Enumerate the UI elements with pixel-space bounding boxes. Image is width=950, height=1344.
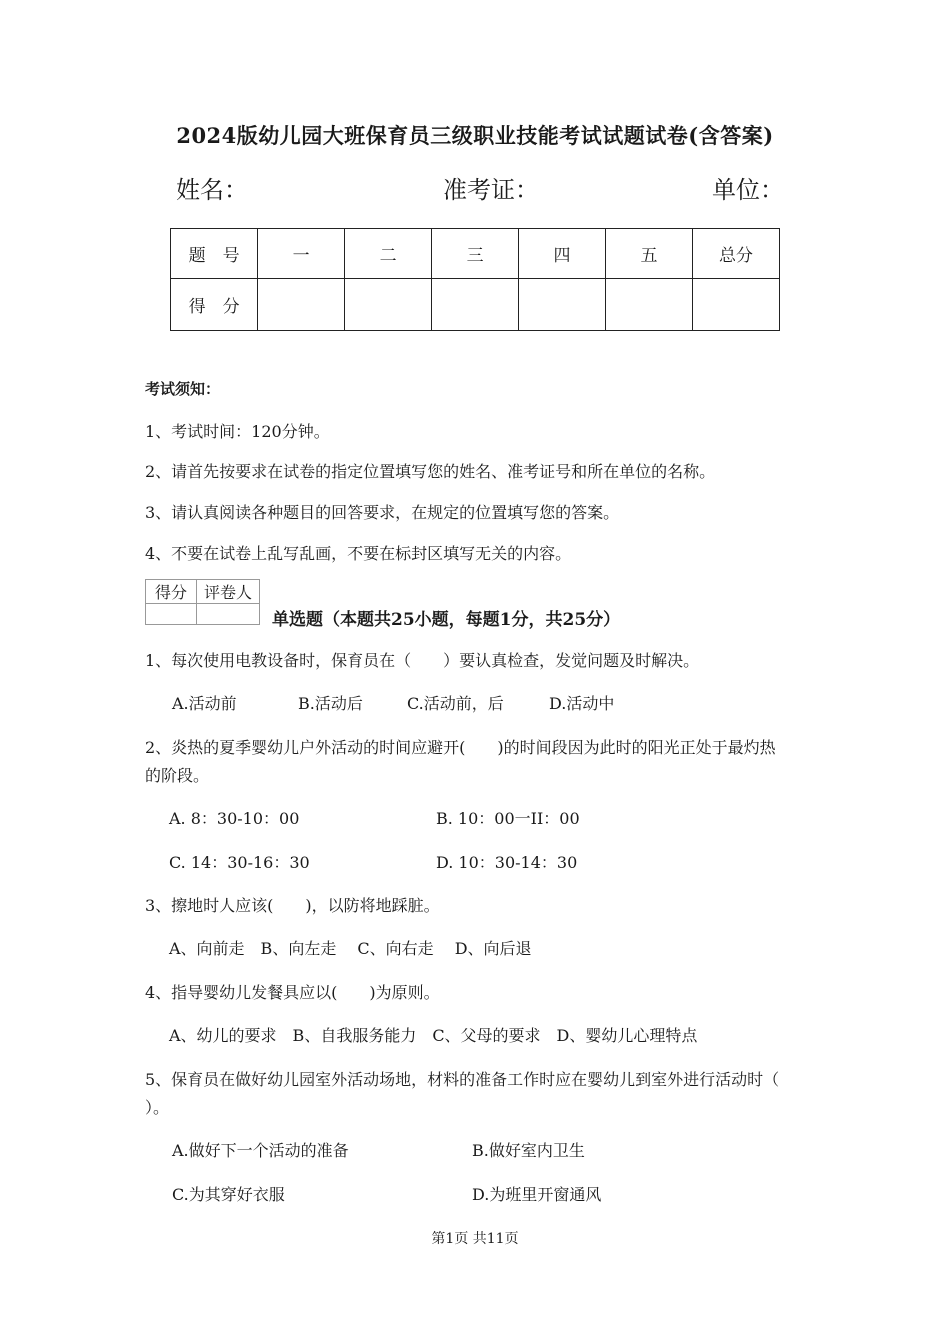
question-option: C.活动前，后 <box>407 694 504 713</box>
grader-score-cell <box>146 604 197 625</box>
question-stem: 2、炎热的夏季婴幼儿户外活动的时间应避开( )的时间段因为此时的阳光正处于最灼热 <box>145 738 776 757</box>
score-header-cell: 题 号 <box>171 229 258 279</box>
score-header-cell: 一 <box>258 229 345 279</box>
score-cell <box>519 279 606 331</box>
score-cell <box>432 279 519 331</box>
score-header-cell: 二 <box>345 229 432 279</box>
score-cell <box>345 279 432 331</box>
question-stem: 4、指导婴幼儿发餐具应以( )为原则。 <box>145 983 440 1002</box>
question-option: A.做好下一个活动的准备 <box>172 1141 349 1160</box>
score-cell <box>692 279 779 331</box>
section-title: 单选题（本题共25小题，每题1分，共25分） <box>272 610 621 630</box>
question-stem: 1、每次使用电教设备时，保育员在（ ）要认真检查，发觉问题及时解决。 <box>145 651 700 670</box>
grader-score-label: 得分 <box>146 580 197 604</box>
question-stem-continued: 的阶段。 <box>145 766 210 785</box>
question-option: A.活动前 <box>172 694 237 713</box>
score-header-cell: 三 <box>432 229 519 279</box>
grader-name-label: 评卷人 <box>197 580 260 604</box>
score-row-label: 得 分 <box>171 279 258 331</box>
notice-item: 2、请首先按要求在试卷的指定位置填写您的姓名、准考证号和所在单位的名称。 <box>145 462 716 481</box>
score-table-score-row <box>171 279 780 331</box>
grader-name-cell <box>197 604 260 625</box>
grader-box <box>145 579 260 625</box>
unit-field-label: 单位： <box>712 176 784 204</box>
question-option: D. 10：30-14：30 <box>436 853 578 872</box>
question-options: A、向前走 B、向左走 C、向右走 D、向后退 <box>169 939 532 958</box>
score-table-header-row <box>171 229 780 279</box>
question-option: C. 14：30-16：30 <box>169 853 310 872</box>
notice-item: 3、请认真阅读各种题目的回答要求，在规定的位置填写您的答案。 <box>145 503 620 522</box>
question-options: A、幼儿的要求 B、自我服务能力 C、父母的要求 D、婴幼儿心理特点 <box>169 1026 698 1045</box>
score-header-cell: 五 <box>606 229 693 279</box>
name-field-label: 姓名： <box>176 176 248 204</box>
notice-heading: 考试须知： <box>145 380 221 398</box>
score-header-cell: 四 <box>519 229 606 279</box>
question-stem: 3、擦地时人应该( )，以防将地踩脏。 <box>145 896 440 915</box>
question-option: B. 10：00一II：00 <box>436 809 580 828</box>
question-stem-continued: ）。 <box>145 1098 170 1117</box>
score-cell <box>606 279 693 331</box>
notice-item: 1、考试时间：120分钟。 <box>145 422 330 441</box>
question-option: D.活动中 <box>549 694 615 713</box>
question-option: B.做好室内卫生 <box>472 1141 585 1160</box>
question-stem: 5、保育员在做好幼儿园室外活动场地，材料的准备工作时应在婴幼儿到室外进行活动时（ <box>145 1070 780 1089</box>
exam-number-field-label: 准考证： <box>443 176 539 204</box>
score-cell <box>258 279 345 331</box>
score-header-cell: 总分 <box>692 229 779 279</box>
score-table <box>170 228 780 331</box>
question-option: D.为班里开窗通风 <box>472 1185 602 1204</box>
page-footer: 第1页 共11页 <box>431 1231 519 1247</box>
question-option: A. 8：30-10：00 <box>169 809 300 828</box>
notice-item: 4、不要在试卷上乱写乱画，不要在标封区填写无关的内容。 <box>145 544 572 563</box>
page-title: 2024版幼儿园大班保育员三级职业技能考试试题试卷(含答案) <box>176 123 774 148</box>
question-option: B.活动后 <box>298 694 363 713</box>
question-option: C.为其穿好衣服 <box>172 1185 285 1204</box>
